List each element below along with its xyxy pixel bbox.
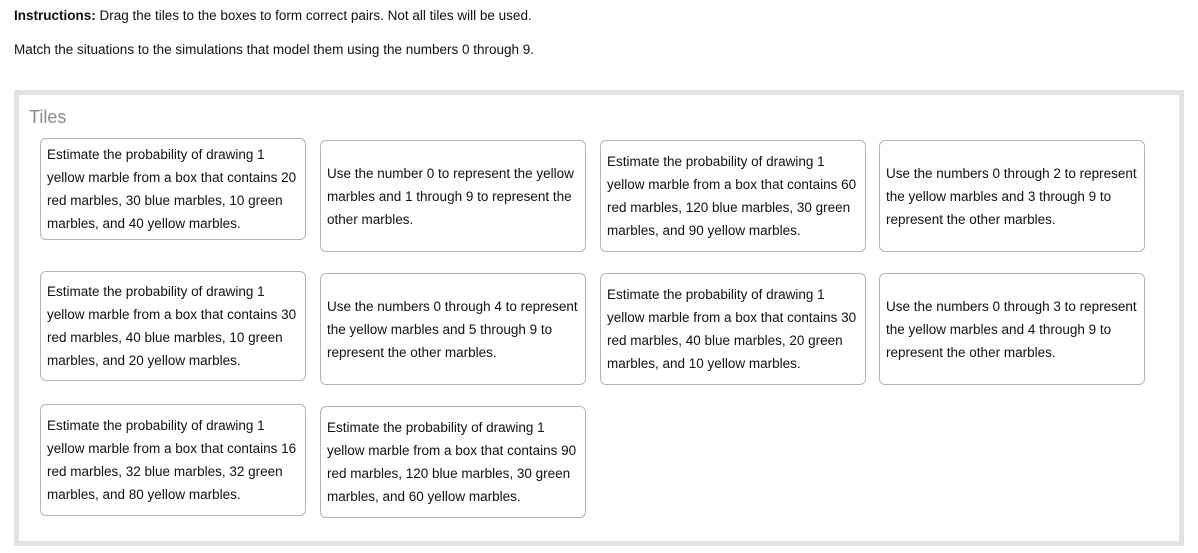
tile-8[interactable] xyxy=(879,273,1145,385)
question-prompt: Match the situations to the simulations that model them using the numbers 0 through 9. xyxy=(14,42,535,57)
tile-text: Estimate the probability of drawing 1 yellow marble from a box that contains 90 red marbles, 120 blue marbles, 30 green marbles, and 60 yellow marbles. xyxy=(327,420,577,504)
tile-text: Estimate the probability of drawing 1 yellow marble from a box that contains 20 red marbles, 30 blue marbles, 10 green marbles, and 40 yellow marbles. xyxy=(47,147,297,231)
instructions-label: Instructions: xyxy=(14,8,96,23)
tile-10[interactable] xyxy=(320,406,586,518)
tiles-heading: Tiles xyxy=(29,107,67,127)
tile-3[interactable] xyxy=(600,140,866,252)
tile-text: Estimate the probability of drawing 1 yellow marble from a box that contains 16 red marbles, 32 blue marbles, 32 green marbles, and 80 yellow marbles. xyxy=(47,418,297,502)
tile-text: Use the numbers 0 through 3 to represent the yellow marbles and 4 through 9 to represent the other marbles. xyxy=(886,298,1137,360)
tile-9[interactable] xyxy=(40,404,306,516)
tile-2[interactable] xyxy=(320,140,586,252)
instructions-text: Drag the tiles to the boxes to form correct pairs. Not all tiles will be used. xyxy=(95,8,532,23)
tile-5[interactable] xyxy=(40,271,306,381)
tile-text: Estimate the probability of drawing 1 yellow marble from a box that contains 30 red marbles, 40 blue marbles, 20 green marbles, and 10 yellow marbles. xyxy=(607,287,857,371)
instructions xyxy=(14,8,532,24)
tile-text: Estimate the probability of drawing 1 yellow marble from a box that contains 60 red marbles, 120 blue marbles, 30 green marbles, and 90 yellow marbles. xyxy=(607,154,857,238)
tile-4[interactable] xyxy=(879,140,1145,252)
tile-1[interactable] xyxy=(40,138,306,240)
tile-6[interactable] xyxy=(320,273,586,385)
tiles-panel xyxy=(14,90,1184,546)
tile-7[interactable] xyxy=(600,273,866,385)
tile-text: Use the numbers 0 through 2 to represent the yellow marbles and 3 through 9 to represent the other marbles. xyxy=(886,165,1137,227)
tile-text: Estimate the probability of drawing 1 yellow marble from a box that contains 30 red marbles, 40 blue marbles, 10 green marbles, and 20 yellow marbles. xyxy=(47,284,297,368)
tile-text: Use the number 0 to represent the yellow marbles and 1 through 9 to represent the other marbles. xyxy=(327,165,574,227)
tile-text: Use the numbers 0 through 4 to represent the yellow marbles and 5 through 9 to represent the other marbles. xyxy=(327,298,578,360)
